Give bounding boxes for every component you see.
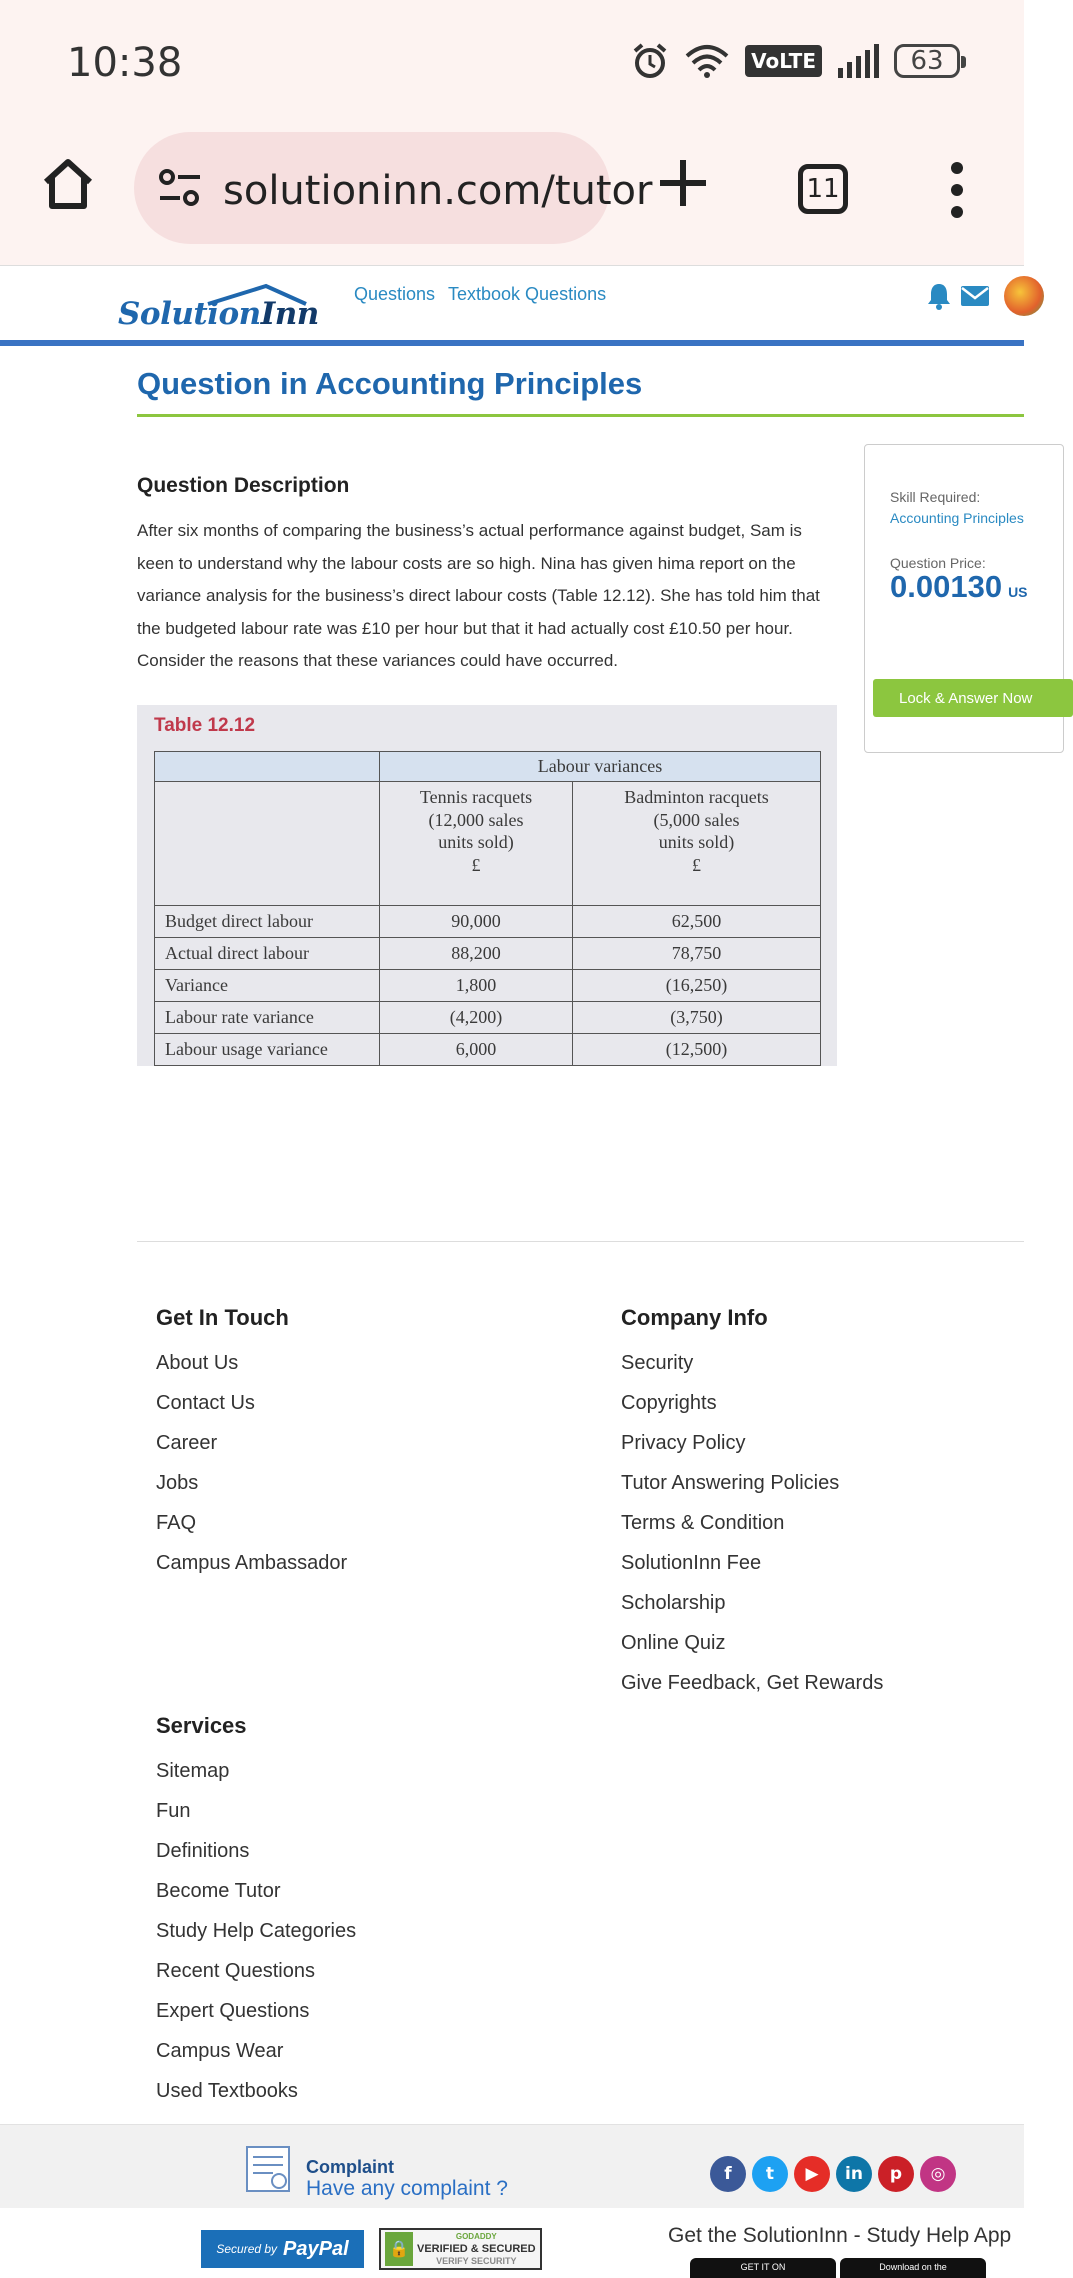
price-label: Question Price:	[890, 555, 986, 571]
social-icons	[710, 2156, 956, 2192]
footer-link-faq[interactable]: FAQ	[156, 1512, 197, 1534]
godaddy-top: GODADDY	[455, 2232, 497, 2241]
table-group-header-row	[155, 752, 821, 782]
instagram-icon[interactable]: ◎	[920, 2156, 956, 2192]
footer-link-campus-ambassador[interactable]: Campus Ambassador	[156, 1552, 348, 1574]
alarm-icon	[631, 42, 669, 80]
mail-icon[interactable]	[960, 284, 990, 308]
site-settings-icon[interactable]	[158, 168, 202, 208]
col2-line4: £	[691, 854, 701, 875]
paypal-small-text: Secured by	[216, 2242, 278, 2256]
footer-link-privacy-policy[interactable]: Privacy Policy	[621, 1432, 746, 1454]
row-label: Variance	[155, 970, 380, 1002]
description-heading: Question Description	[137, 474, 350, 497]
overflow-menu-icon[interactable]	[944, 160, 970, 220]
footer-link-jobs[interactable]: Jobs	[156, 1472, 199, 1494]
header-divider	[0, 340, 1024, 346]
tab-switcher-button[interactable]: 11	[798, 164, 848, 214]
footer-link-definitions[interactable]: Definitions	[156, 1840, 250, 1862]
cell-badminton: (12,500)	[572, 1034, 820, 1066]
bell-icon[interactable]	[926, 282, 952, 310]
price-unit: US	[1008, 584, 1028, 600]
table-column-header-row	[155, 782, 821, 906]
godaddy-badge[interactable]	[379, 2228, 542, 2270]
footer-list-company-info	[621, 1351, 883, 1711]
row-label: Labour rate variance	[155, 1002, 380, 1034]
cell-badminton: (16,250)	[572, 970, 820, 1002]
footer-heading-services: Services	[156, 1713, 247, 1738]
footer-link-copyrights[interactable]: Copyrights	[621, 1392, 717, 1414]
complaint-title: Complaint	[306, 2157, 394, 2177]
nav-questions[interactable]: Questions	[354, 284, 436, 304]
godaddy-mid: VERIFIED & SECURED	[417, 2243, 536, 2255]
bottom-bar	[0, 2208, 1024, 2273]
footer-link-give-feedback[interactable]: Give Feedback, Get Rewards	[621, 1672, 884, 1694]
title-underline	[137, 414, 1024, 417]
price-value: 0.00130	[890, 569, 1003, 604]
cell-tennis: (4,200)	[380, 1002, 573, 1034]
cell-badminton: (3,750)	[572, 1002, 820, 1034]
godaddy-lock-icon: 🔒	[385, 2232, 413, 2266]
footer-link-recent-questions[interactable]: Recent Questions	[156, 1960, 315, 1982]
page-title: Question in Accounting Principles	[137, 366, 643, 401]
url-text[interactable]: solutioninn.com/tutor	[223, 168, 653, 214]
cell-tennis: 88,200	[380, 938, 573, 970]
complaint-icon	[243, 2139, 293, 2195]
question-info-card	[864, 444, 1064, 753]
row-label: Budget direct labour	[155, 906, 380, 938]
footer-link-about-us[interactable]: About Us	[156, 1352, 239, 1374]
paypal-logo-text: PayPal	[283, 2237, 349, 2260]
footer-link-campus-wear[interactable]: Campus Wear	[156, 2040, 284, 2062]
footer-link-security[interactable]: Security	[621, 1352, 694, 1374]
browser-toolbar	[0, 122, 1024, 266]
lock-answer-button[interactable]: Lock & Answer Now	[873, 679, 1073, 717]
footer-link-solutioninn-fee[interactable]: SolutionInn Fee	[621, 1552, 762, 1574]
table-image	[137, 705, 837, 1066]
footer-link-fun[interactable]: Fun	[156, 1800, 191, 1822]
footer-link-study-help-categories[interactable]: Study Help Categories	[156, 1920, 357, 1942]
cell-tennis: 1,800	[380, 970, 573, 1002]
footer-link-expert-questions[interactable]: Expert Questions	[156, 2000, 310, 2022]
col1-line3: units sold)	[438, 832, 514, 852]
logo-text-solution: Solution	[118, 296, 261, 332]
question-price	[890, 569, 1028, 605]
facebook-icon[interactable]: f	[710, 2156, 746, 2192]
table-row	[155, 1034, 821, 1066]
table-caption: Table 12.12	[154, 715, 256, 736]
cell-tennis: 90,000	[380, 906, 573, 938]
skill-link[interactable]: Accounting Principles	[890, 510, 1024, 526]
godaddy-bottom: VERIFY SECURITY	[436, 2256, 517, 2266]
column-header-badminton	[572, 782, 820, 906]
site-header	[0, 266, 1024, 342]
question-description: After six months of comparing the business’s actual performance against budget, Sam is keen to understand why the labour costs are so high. Nina has given hima report on the variance analysis for the business’s direct labour costs (Table 12.12). She has told him that the budgeted labour rate was £10 per hour but that it had actually cost £10.50 per hour. Consider the reasons that these variances could have occurred.	[137, 521, 820, 670]
header-icons	[926, 282, 990, 310]
nav-textbook-questions[interactable]: Textbook Questions	[448, 284, 607, 304]
footer-link-terms[interactable]: Terms & Condition	[621, 1512, 785, 1534]
col2-line1: Badminton racquets	[624, 787, 769, 807]
paypal-badge	[201, 2230, 364, 2268]
signal-icon	[836, 44, 880, 78]
complaint-bar	[0, 2124, 1024, 2208]
table-row	[155, 970, 821, 1002]
col1-line4: £	[471, 854, 481, 875]
column-header-tennis	[380, 782, 573, 906]
col1-line1: Tennis racquets	[419, 787, 533, 807]
table-row	[155, 1002, 821, 1034]
table-group-header: Labour variances	[380, 752, 821, 782]
footer-link-tutor-answering-policies[interactable]: Tutor Answering Policies	[621, 1472, 840, 1494]
home-icon[interactable]	[38, 154, 98, 214]
col1-line2: (12,000 sales	[428, 809, 524, 830]
row-label: Actual direct labour	[155, 938, 380, 970]
col2-line3: units sold)	[658, 832, 735, 852]
godaddy-text	[417, 2231, 536, 2267]
status-icons	[631, 42, 960, 80]
status-bar	[0, 0, 1024, 122]
footer-link-online-quiz[interactable]: Online Quiz	[621, 1632, 726, 1654]
pinterest-icon[interactable]: p	[878, 2156, 914, 2192]
app-store-button[interactable]: Download on the	[840, 2258, 986, 2278]
new-tab-icon[interactable]	[656, 156, 710, 210]
footer-link-career[interactable]: Career	[156, 1432, 218, 1454]
logo-text-inn: Inn	[260, 296, 319, 332]
twitter-icon[interactable]: t	[752, 2156, 788, 2192]
footer-list-get-in-touch	[156, 1351, 347, 1591]
solutioninn-logo[interactable]	[118, 276, 319, 332]
cell-tennis: 6,000	[380, 1034, 573, 1066]
address-bar[interactable]	[134, 132, 653, 244]
labour-variances-table	[154, 751, 821, 1066]
footer-link-become-tutor[interactable]: Become Tutor	[156, 1880, 281, 1902]
footer-list-services	[156, 1759, 356, 2119]
cell-badminton: 62,500	[572, 906, 820, 938]
status-time: 10:38	[67, 40, 183, 86]
row-label: Labour usage variance	[155, 1034, 380, 1066]
footer-link-scholarship[interactable]: Scholarship	[621, 1592, 726, 1614]
col2-line2: (5,000 sales	[653, 809, 740, 830]
footer-heading-company-info: Company Info	[621, 1305, 768, 1330]
user-avatar[interactable]	[1004, 276, 1044, 316]
footer-divider	[137, 1241, 1024, 1242]
complaint-link[interactable]: Have any complaint ?	[306, 2177, 508, 2200]
app-promo-text: Get the SolutionInn - Study Help App	[668, 2224, 1012, 2247]
logo-text	[118, 296, 319, 332]
cell-badminton: 78,750	[572, 938, 820, 970]
table-row	[155, 938, 821, 970]
footer-link-sitemap[interactable]: Sitemap	[156, 1760, 230, 1782]
youtube-icon[interactable]: ▶	[794, 2156, 830, 2192]
footer-heading-get-in-touch: Get In Touch	[156, 1305, 289, 1330]
footer-link-contact-us[interactable]: Contact Us	[156, 1392, 255, 1414]
table-corner-cell	[155, 752, 380, 782]
footer-link-used-textbooks[interactable]: Used Textbooks	[156, 2080, 298, 2102]
linkedin-icon[interactable]: in	[836, 2156, 872, 2192]
battery-icon: 63	[894, 44, 960, 78]
volte-badge: VoLTE	[745, 45, 822, 77]
skill-label: Skill Required:	[890, 489, 981, 505]
table-row	[155, 906, 821, 938]
google-play-button[interactable]: GET IT ON	[690, 2258, 836, 2278]
wifi-icon	[683, 42, 731, 80]
table-blank-cell	[155, 782, 380, 906]
